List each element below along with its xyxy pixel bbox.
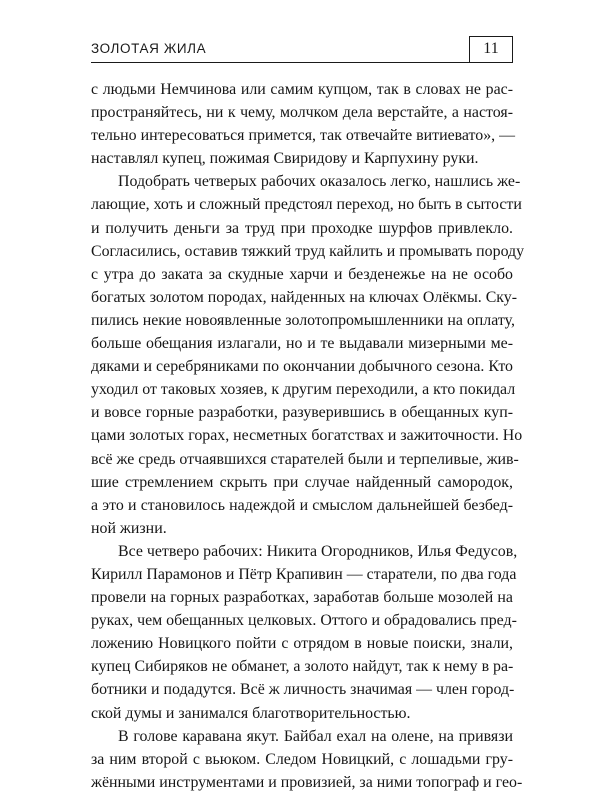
text-line: жёнными инструментами и провизией, за ними топограф и гео- xyxy=(91,773,523,791)
text-line: с утра до заката за скудные харчи и безденежье на не особо xyxy=(91,265,513,283)
text-line: купец Сибиряков не обманет, а золото найдут, так к нему в ра- xyxy=(91,658,514,676)
text-line: цами золотых горах, несметных богатствах и зажиточности. Но xyxy=(91,427,523,445)
text-line: пространяйтесь, ни к чему, молчком дела верстайте, а настоя- xyxy=(91,104,513,122)
text-line: Подобрать четверых рабочих оказалось легко, нашлись же- xyxy=(118,173,521,191)
text-line: за ним второй с вьюком. Следом Новицкий, с лошадьми гру- xyxy=(91,750,513,768)
text-line: руках, чем обещанных целковых. Оттого и обрадовались пред- xyxy=(91,612,517,630)
text-line: тельно интересоваться примется, так отвечайте витиевато», — xyxy=(91,127,516,145)
paragraph xyxy=(91,78,516,170)
paragraph xyxy=(91,540,518,725)
text-line: В голове каравана якут. Байбал ехал на олене, на привязи xyxy=(118,727,513,745)
paragraph xyxy=(91,725,523,794)
text-line: богатых золотом породах, найденных на ключах Олёкмы. Ску- xyxy=(91,288,518,306)
text-line: а это и становилось надеждой и смыслом дальнейшей безбед- xyxy=(91,496,513,514)
text-line: провели на горных разработках, заработав больше мозолей на xyxy=(91,589,513,607)
text-line: ной жизни. xyxy=(91,519,167,537)
text-line: уходил от таковых хозяев, к другим переходили, а кто покидал xyxy=(91,381,516,399)
text-line: шие стремлением скрыть при случае найденный самородок, xyxy=(91,473,513,491)
text-line: больше обещания излагали, но и те выдавали мизерными ме- xyxy=(91,335,513,353)
header-rule xyxy=(91,62,513,63)
text-line: всё же средь отчаявшихся старателей были и терпеливые, жив- xyxy=(91,450,519,468)
text-line: ботники и подадутся. Всё ж личность значимая — член город- xyxy=(91,681,515,699)
text-line: и получить деньги за труд при проходке шурфов привлекло. xyxy=(91,219,513,237)
running-head xyxy=(91,33,513,65)
text-line: наставлял купец, пожимая Свиридову и Карпухину руки. xyxy=(91,150,479,168)
paragraph xyxy=(91,170,525,540)
text-line: ложению Новицкого пойти с отрядом в новые поиски, знали, xyxy=(91,635,513,653)
text-line: лающие, хоть и сложный предстоял переход, но быть в сытости xyxy=(91,196,522,214)
text-line: пились некие новоявленные золотопромышленники на оплату, xyxy=(91,311,515,329)
text-line: Кирилл Парамонов и Пётр Крапивин — старатели, по два года xyxy=(91,565,517,583)
text-line: с людьми Немчинова или самим купцом, так в словах не рас- xyxy=(91,81,513,98)
text-line: Все четверо рабочих: Никита Огородников, Илья Федусов, xyxy=(118,542,518,560)
text-line: дяками и серебряниками по окончании добычного сезона. Кто xyxy=(91,358,513,376)
text-line: ской думы и занимался благотворительностью. xyxy=(91,704,411,722)
page-number: 11 xyxy=(469,36,513,62)
text-line: и вовсе горные разработки, разуверившись в обещанных куп- xyxy=(91,404,513,422)
text-line: Согласились, оставив тяжкий труд кайлить и промывать породу xyxy=(91,242,525,260)
running-title: ЗОЛОТАЯ ЖИЛА xyxy=(91,41,207,56)
body-text xyxy=(91,78,525,794)
